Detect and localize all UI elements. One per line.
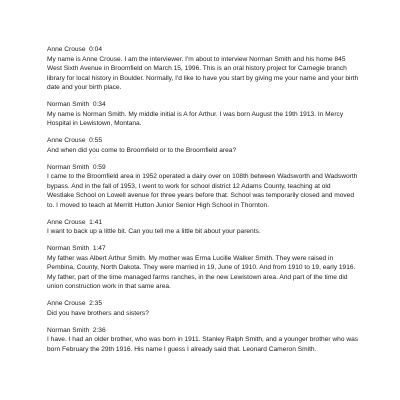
speaker-line [47,100,359,110]
speaker-line [47,326,359,336]
timestamp: 1:41 [89,218,103,226]
transcript-page [47,45,359,362]
speaker-name: Anne Crouse [47,137,86,144]
speaker-line [47,244,359,254]
speech-text: I want to back up a little bit. Can you tell me a little bit about your parents. [47,228,261,235]
speech-text: I have. I had an older brother, who was born in 1911. Stanley Ralph Smith, and a younger brother who was born February the 29th 1916. His name I guess I already said that. Leonard Cameron Smith. [47,336,359,353]
timestamp: 0:34 [92,101,106,108]
timestamp: 0:04 [89,46,103,53]
speaker-name: Norman Smith [47,163,90,171]
speaker-line [47,163,359,173]
transcript-entry [47,45,359,93]
speaker-line [47,45,359,55]
timestamp: 2:36 [92,326,106,334]
transcript-entry [47,326,359,355]
speech-text: My father was Albert Arthur Smith. My mother was Erma Lucille Walker Smith. They were raised in Pembina, County, North Dakota. They were married in 19, June of 1910. And from 1910 to 19, early 1916. My father, part of the time managed farms ranches, in the new Lewistown area. And part of the time did union construction work in that same area. [47,254,356,290]
speaker-name: Norman Smith [47,245,90,252]
transcript-entry [47,163,359,211]
speech-text: I came to the Broomfield area in 1952 operated a dairy over on 108th between Wadsworth and Wadsworth bypass. And in the fall of 1953, I went to work for school district 12 Adams County, teaching at old Westlake School on Lowell avenue for three years before that. School was temporarily closed and moved to. I moved to teach at Merritt Hutton Junior Senior High School in Thornton. [47,173,358,209]
speech-text: And when did you come to Broomfield or to the Broomfield area? [47,146,237,154]
timestamp: 0:59 [92,163,106,171]
speaker-name: Norman Smith [47,326,90,334]
speaker-name: Norman Smith [47,101,90,108]
transcript-entry [47,299,359,318]
transcript-entry [47,244,359,292]
speech-text: Did you have brothers and sisters? [47,309,149,317]
timestamp: 0:55 [89,137,103,144]
speaker-line [47,299,359,309]
speech-text: My name is Norman Smith. My middle initial is A for Arthur. I was born August the 19th 1913. In Mercy Hospital in Lewistown, Montana. [47,110,344,127]
transcript-entry [47,136,359,155]
speaker-name: Anne Crouse [47,300,86,307]
transcript-entry [47,100,359,129]
transcript-entry [47,218,359,237]
timestamp: 2:35 [89,300,103,307]
speaker-name: Anne Crouse [47,218,86,226]
speaker-name: Anne Crouse [47,46,86,53]
speaker-line [47,218,359,228]
speaker-line [47,136,359,146]
speech-text: My name is Anne Crouse. I am the interviewer. I'm about to interview Norman Smith and his home 845 West Sixth Avenue in Broomfield on March 15, 1996. This is an oral history project for Carnegie branch library for local history in Boulder. Normally, I'd like to have you start by giving me your name and your birth date and your birth place. [47,55,359,91]
timestamp: 1:47 [92,245,106,252]
